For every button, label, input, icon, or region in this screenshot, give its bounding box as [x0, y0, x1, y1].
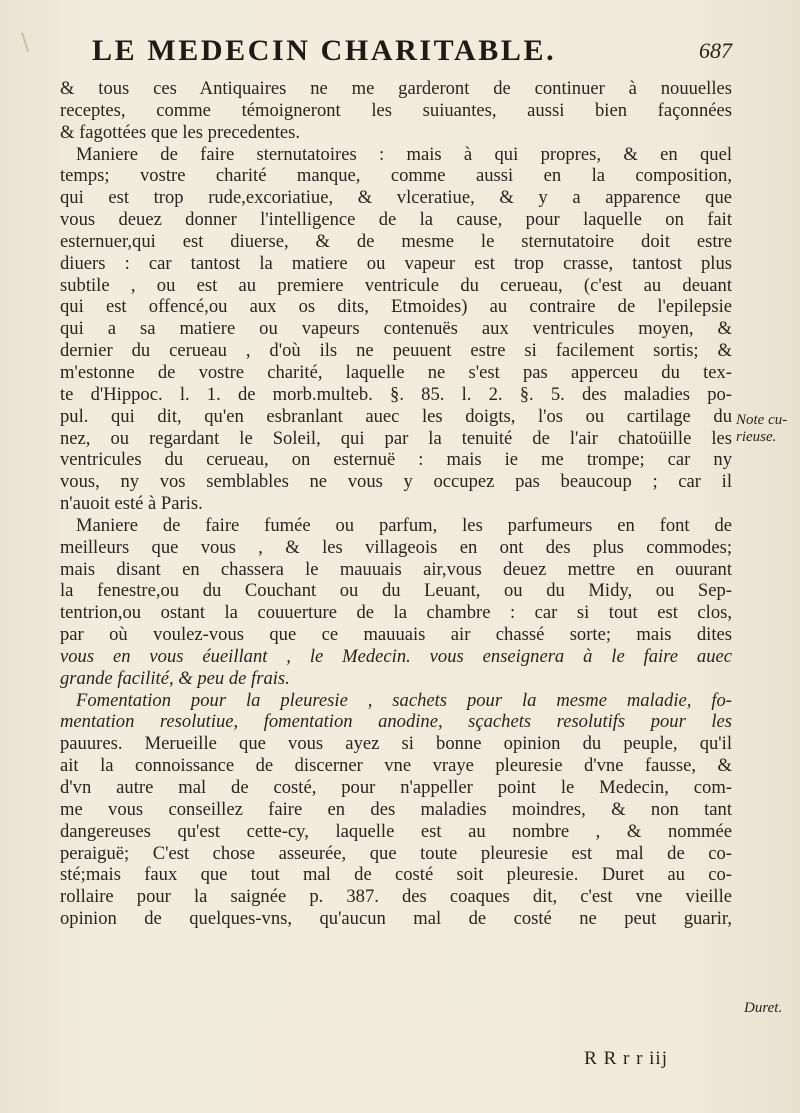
signature-mark: R R r r iij: [584, 1048, 668, 1069]
text-line: temps; vostre charité manque, comme aussi en la composition,: [60, 165, 732, 187]
text-line: la fenestre,ou du Couchant ou du Leuant, ou du Midy, ou Sep-: [60, 580, 732, 602]
margin-note-curious: Note cu-rieuse.: [736, 412, 788, 445]
running-head: LE MEDECIN CHARITABLE.: [92, 34, 557, 67]
text-line: te d'Hippoc. l. 1. de morb.multeb. §. 85. l. 2. §. 5. des maladies po-: [60, 383, 732, 405]
text-line: meilleurs que vous , & les villageois en ont des plus commodes;: [60, 536, 732, 558]
text-line: rollaire pour la saignée p. 387. des coaques dit, c'est vne vieille: [60, 886, 732, 908]
text-line: ventricules du cerueau, on esternuë : mais ie me trompe; car ny: [60, 449, 732, 471]
text-line: qui est offencé,ou aux os dits, Etmoides) au contraire de l'epilepsie: [60, 296, 732, 318]
text-line: mais disant en chassera le mauuais air,vous deuez mettre en ouurant: [60, 558, 732, 580]
text-line: qui est trop rude,excoriatiue, & vlceratiue, & y a apparence que: [60, 187, 732, 209]
text-line: & fagottées que les precedentes.: [60, 121, 301, 143]
text-line: Maniere de faire fumée ou parfum, les parfumeurs en font de: [76, 514, 732, 536]
text-line: d'vn autre mal de costé, pour n'appeller point le Medecin, com-: [60, 777, 732, 798]
text-line: ait la connoissance de discerner vne vraye pleuresie d'vne fausse, &: [60, 755, 732, 777]
text-line: vous, ny vos semblables ne vous y occupez pas beaucoup ; car il: [60, 471, 732, 493]
text-line: pul. qui dit, qu'en esbranlant auec les doigts, l'os ou cartilage du: [60, 405, 732, 427]
text-line: pauures. Merueille que vous ayez si bonne opinion du peuple, qu'il: [60, 733, 732, 755]
text-line: tentrion,ou ostant la couuerture de la chambre : car si tout est clos,: [60, 602, 732, 624]
text-line: opinion de quelques-vns, qu'aucun mal de costé ne peut guarir,: [60, 908, 732, 930]
page-header: [92, 34, 732, 74]
text-line: peraiguë; C'est chose asseurée, que toute pleuresie est mal de co-: [60, 842, 732, 864]
text-line: Fomentation pour la pleuresie , sachets pour la mesme maladie, fo-: [76, 689, 732, 711]
page-number: 687: [699, 38, 732, 63]
text-line: m'estonne de vostre charité, laquelle ne s'est pas apperceu du tex-: [60, 361, 732, 383]
text-line: vous en vous éueillant , le Medecin. vous enseignera à le faire auec: [60, 645, 732, 667]
text-line: nez, ou regardant le Soleil, qui par la tenuité de l'air chatoüille les: [60, 427, 732, 449]
text-line: n'auoit esté à Paris.: [60, 493, 203, 515]
text-line: subtile , ou est au premiere ventricule du cerueau, (c'est au deuant: [60, 274, 732, 296]
paper-mark: [21, 32, 29, 52]
text-line: grande facilité, & peu de frais.: [60, 667, 290, 689]
text-line: dernier du cerueau , d'où ils ne peuuent estre si facilement sortis; &: [60, 340, 732, 362]
text-line: qui a sa matiere ou vapeurs contenuës aux ventricules moyen, &: [60, 318, 732, 340]
text-line: dangereuses qu'est cette-cy, laquelle est au nombre , & nommée: [60, 820, 732, 842]
text-line: sté;mais faux que tout mal de costé soit pleuresie. Duret au co-: [60, 864, 732, 886]
margin-note-duret: Duret.: [744, 1000, 783, 1016]
text-line: receptes, comme témoigneront les suiuantes, aussi bien façonnées: [60, 99, 732, 121]
text-line: diuers : car tantost la matiere ou vapeur est trop crasse, tantost plus: [60, 252, 732, 274]
body-text: [60, 78, 732, 930]
text-line: vous deuez donner l'intelligence de la cause, pour laquelle on fait: [60, 209, 732, 231]
text-line: mentation resolutiue, fomentation anodine, sçachets resolutifs pour les: [60, 711, 732, 733]
text-line: me vous conseillez faire en des maladies moindres, & non tant: [60, 798, 732, 820]
text-line: par où voulez-vous que ce mauuais air chassé sorte; mais dites: [60, 624, 732, 646]
text-line: Maniere de faire sternutatoires : mais à qui propres, & en quel: [76, 143, 732, 165]
text-line: esternuer,qui est diuerse, & de mesme le sternutatoire doit estre: [60, 230, 732, 252]
text-line: & tous ces Antiquaires ne me garderont de continuer à nouuelles: [60, 78, 732, 99]
